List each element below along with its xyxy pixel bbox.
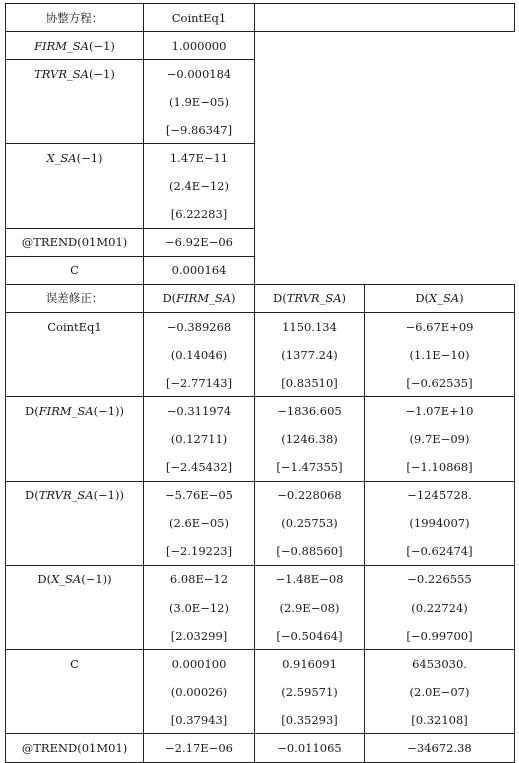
label-suffix: (−1)) [81, 572, 112, 587]
ecm-value: (0.14046) [144, 341, 255, 369]
coint-value: 0.000164 [144, 256, 255, 284]
ecm-value: [−0.62535] [365, 369, 515, 397]
ecm-value: [0.37943] [144, 706, 255, 734]
header-variable: FIRM_SA [176, 291, 232, 306]
ecm-value: [2.03299] [144, 622, 255, 650]
row-label [6, 509, 144, 537]
ecm-value: −2.17E−06 [144, 734, 255, 762]
coint-row [6, 228, 515, 256]
ecm-value: −1.07E+10 [365, 397, 515, 425]
coint-row [6, 88, 515, 116]
ecm-row [6, 341, 515, 369]
row-label [6, 60, 144, 88]
ecm-row [6, 622, 515, 650]
row-label [6, 369, 144, 397]
coint-body [6, 32, 515, 285]
ecm-value: (2.6E−05) [144, 509, 255, 537]
ecm-value: (2.9E−08) [255, 593, 365, 621]
row-label [6, 453, 144, 481]
ecm-value: (0.25753) [255, 509, 365, 537]
ecm-row [6, 565, 515, 593]
label-prefix: D( [25, 488, 39, 503]
ecm-value: [−2.45432] [144, 453, 255, 481]
ecm-value: [0.83510] [255, 369, 365, 397]
coint-row [6, 60, 515, 88]
ecm-value: −0.389268 [144, 313, 255, 341]
vecm-results-table [5, 3, 515, 763]
coint-value: (1.9E−05) [144, 88, 255, 116]
label-prefix: D( [24, 403, 39, 418]
ecm-row [6, 369, 515, 397]
ecm-value: [−0.99700] [365, 622, 515, 650]
label-prefix: C [70, 263, 79, 278]
row-label [6, 32, 144, 60]
header-prefix: D( [415, 291, 430, 306]
coint-row [6, 172, 515, 200]
ecm-value: [−2.77143] [144, 369, 255, 397]
label-prefix: CointEq1 [47, 319, 102, 334]
ecm-value: −0.011065 [255, 734, 365, 762]
ecm-value: (1246.38) [255, 425, 365, 453]
ecm-value: −0.311974 [144, 397, 255, 425]
ecm-column-header [144, 284, 255, 312]
label-prefix: C [70, 656, 79, 671]
coint-eq-name: CointEq1 [144, 4, 255, 32]
coint-header-row [6, 4, 515, 32]
row-label [6, 88, 144, 116]
ecm-value: [−0.50464] [255, 622, 365, 650]
ecm-column-header [365, 284, 515, 312]
ecm-header-row [6, 284, 515, 312]
coint-row [6, 116, 515, 144]
row-label [6, 706, 144, 734]
ecm-value: (3.0E−12) [144, 593, 255, 621]
coint-value: −0.000184 [144, 60, 255, 88]
header-variable: TRVR_SA [286, 291, 342, 306]
ecm-value: [−0.88560] [255, 537, 365, 565]
coint-value: 1.47E−11 [144, 144, 255, 172]
ecm-value: [−2.19223] [144, 537, 255, 565]
ecm-value: 6.08E−12 [144, 565, 255, 593]
ecm-column-header [255, 284, 365, 312]
ecm-value: [−1.47355] [255, 453, 365, 481]
row-label [6, 313, 144, 341]
coint-row [6, 200, 515, 228]
row-label [6, 565, 144, 593]
ecm-header-label: 误差修正： [6, 284, 144, 312]
label-suffix: (−1) [88, 66, 115, 81]
ecm-value: [−1.10868] [365, 453, 515, 481]
header-suffix: ) [459, 291, 464, 306]
ecm-value: 1150.134 [255, 313, 365, 341]
ecm-row [6, 313, 515, 341]
ecm-value: −1.48E−08 [255, 565, 365, 593]
coint-header-label: 协整方程： [6, 4, 144, 32]
coint-value: −6.92E−06 [144, 228, 255, 256]
row-label [6, 256, 144, 284]
ecm-value: (0.12711) [144, 425, 255, 453]
ecm-value: [0.32108] [365, 706, 515, 734]
row-label [6, 481, 144, 509]
ecm-row [6, 706, 515, 734]
ecm-value: [−0.62474] [365, 537, 515, 565]
ecm-value: (9.7E−09) [365, 425, 515, 453]
header-variable: X_SA [429, 291, 460, 306]
ecm-value: −1836.605 [255, 397, 365, 425]
label-suffix: (−1) [88, 38, 115, 53]
coint-value: (2.4E−12) [144, 172, 255, 200]
row-label [6, 622, 144, 650]
coint-blank-area [255, 4, 515, 32]
header-suffix: ) [341, 291, 347, 306]
header-suffix: ) [231, 291, 236, 306]
ecm-row [6, 678, 515, 706]
ecm-value: (0.22724) [365, 593, 515, 621]
ecm-row [6, 397, 515, 425]
row-label [6, 734, 144, 762]
ecm-row [6, 453, 515, 481]
label-suffix: (−1)) [93, 403, 125, 418]
ecm-value: 6453030. [365, 650, 515, 678]
label-prefix: @TREND(01M01) [21, 740, 128, 755]
row-label [6, 228, 144, 256]
coint-value: 1.000000 [144, 32, 255, 60]
row-label [6, 425, 144, 453]
ecm-row [6, 509, 515, 537]
label-variable: X_SA [46, 151, 77, 166]
ecm-value: −0.228068 [255, 481, 365, 509]
coint-row [6, 144, 515, 172]
ecm-value: (2.59571) [255, 678, 365, 706]
header-prefix: D( [162, 291, 177, 306]
ecm-row [6, 650, 515, 678]
row-label [6, 537, 144, 565]
row-label [6, 593, 144, 621]
ecm-value: (1377.24) [255, 341, 365, 369]
row-label [6, 172, 144, 200]
row-label [6, 200, 144, 228]
ecm-row [6, 537, 515, 565]
row-label [6, 144, 144, 172]
ecm-value: (0.00026) [144, 678, 255, 706]
label-variable: TRVR_SA [34, 66, 89, 81]
coint-row [6, 256, 515, 284]
ecm-value: (2.0E−07) [365, 678, 515, 706]
label-suffix: (−1) [76, 151, 103, 166]
label-variable: TRVR_SA [38, 488, 94, 503]
ecm-value: [0.35293] [255, 706, 365, 734]
coint-value: [6.22283] [144, 200, 255, 228]
ecm-value: 0.916091 [255, 650, 365, 678]
ecm-row [6, 734, 515, 762]
ecm-row [6, 425, 515, 453]
ecm-value: −0.226555 [365, 565, 515, 593]
ecm-value: −34672.38 [365, 734, 515, 762]
coint-value: [−9.86347] [144, 116, 255, 144]
ecm-body [6, 284, 515, 762]
label-variable: FIRM_SA [34, 38, 89, 53]
row-label [6, 397, 144, 425]
label-prefix: D( [37, 572, 52, 587]
ecm-value: 0.000100 [144, 650, 255, 678]
row-label [6, 341, 144, 369]
coint-row [6, 32, 515, 60]
ecm-row [6, 593, 515, 621]
ecm-value: −5.76E−05 [144, 481, 255, 509]
ecm-value: (1.1E−10) [365, 341, 515, 369]
row-label [6, 678, 144, 706]
ecm-row [6, 481, 515, 509]
header-prefix: D( [272, 291, 287, 306]
label-suffix: (−1)) [93, 488, 124, 503]
label-prefix: @TREND(01M01) [21, 235, 128, 250]
ecm-value: −6.67E+09 [365, 313, 515, 341]
label-variable: X_SA [51, 572, 82, 587]
label-variable: FIRM_SA [38, 403, 94, 418]
ecm-value: −1245728. [365, 481, 515, 509]
row-label [6, 650, 144, 678]
row-label [6, 116, 144, 144]
ecm-value: (1994007) [365, 509, 515, 537]
